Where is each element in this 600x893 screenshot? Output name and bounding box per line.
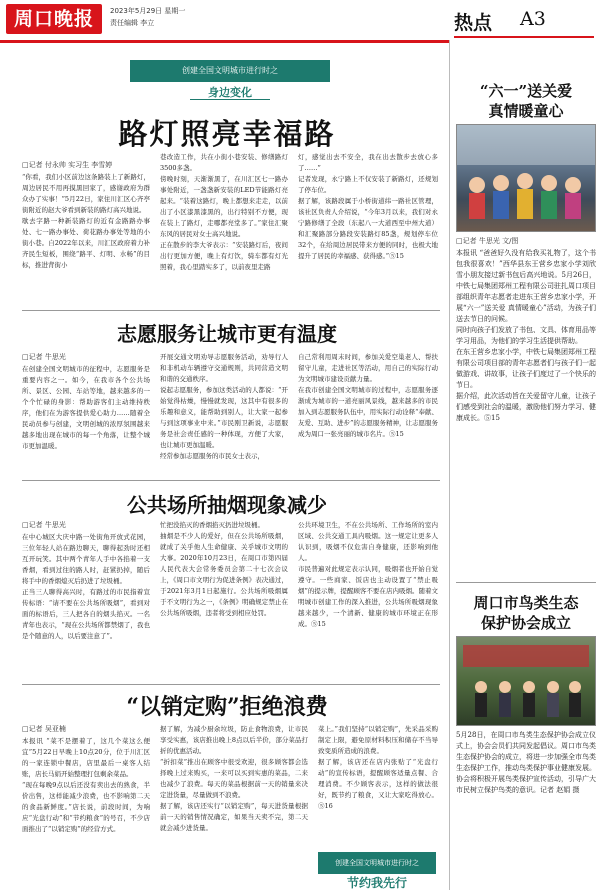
sidebar-headline-line1: 周口市鸟类生态 [473,594,579,612]
article-body-column: 公共环境卫生，不在公共场所、工作场所的室内区域、公共交通工具内吸烟。这一规定让更多人认识到，吸烟不仅危害自身健康，还影响到他人。 市民普遍对此规定表示认同，吸烟者也开始自觉遵守。一些商家、饭店也主动设置了“禁止吸烟”的提示牌，提醒顾客不要在店内吸烟。随着文明城市创建工作的深入推进，公共场所吸烟现象越来越少，一个清新、健康的城市环境正在形成。⑤15 [298,521,438,628]
article-body-column: 本报讯 “菜不是摆着了，这几个菜这么便宜”5月22日早晚上10点20分，位于川汇区的一家连锁中餐店，店里最后一桌客人结账，店长马娟开始整理打包剩余菜品。 “现在每晚9点以后还没有卖出去的熟食，半价出售，这样能减少浪费，也不影响第二天的食品新鲜度。”店长说，前段时间，为响应“光盘行动”和“节约粮食”的号召，不少店面推出了“以销定购”的经营方式。 [22,737,150,833]
article-headline: 路灯照亮幸福路 [118,117,336,151]
article-headline: 志愿服务让城市更有温度 [117,322,337,346]
article-body-column: 在创建全国文明城市的征程中，志愿服务是重要内容之一。如今，在我市各个公共场所、景区、公园、车站等地，越来越多的一个个忙碌的身影：帮助游客们主动维持秩序，他们在为游客提供爱心助力……随着全民动员参与创建，文明创城的浓厚氛围越来越多地出现在城市的每一个角落，让整个城市更加温暖。 [22,365,150,450]
classroom-photo-illustration [457,125,595,231]
editor-credit: 责任编辑 李立 [110,19,155,27]
series-footer-subtitle: 节约我先行 [346,876,407,890]
article-body-column: 忙把没掐灭的香烟掐灭扔进垃圾桶。 抽烟是不少人的爱好，但在公共场所吸烟，就成了关乎他人生命健康、关乎城市文明的大事。2020年10月23日，在周口市第四届人民代表大会常务委员会第二十七次会议上，《周口市文明行为促进条例》表决通过，于2021年3月1日起施行。公共场所吸烟属于不文明行为之一，《条例》明确规定禁止在公共场所吸烟，违者将受到相应处罚。 [160,521,288,617]
article-body-column: 据了解，为减少厨余垃圾，防止食物浪费，让市民享受实惠，该店推出晚上8点以后半价，部分菜品打折的优惠活动。 “折扣菜”推出在顾客中很受欢迎，很多顾客都会选择晚上过来购买，一来可以买到实惠的菜品，二来也减少了浪费。每天的菜品根据前一天的销量来决定进货量，尽量做到不浪费。 据了解，该店还实行“以销定购”，每天进货量根据前一天的销售情况确定，如果当天卖不完，第二天就会减少进货量。 [160,725,308,832]
page-number: A3 [520,8,546,30]
article-body-column: 菜上。”我们坚持“以销定购”，先采品采购制定上限，避免原材料积压和储存不当导致变质所造成的浪费。 据了解，该店还在店内张贴了“光盘行动”的宣传标语，提醒顾客适量点餐、合理消费。不少顾客表示，这样的做法很好，既节约了粮食，又让大家吃得放心。⑤16 [318,725,438,810]
article-body-column: 巷改造工作，共在小街小巷安装、修缮路灯3500多盏。 傍晚时刻，天渐渐黑了，在川汇区七一路办事处附近，一盏盏新安装的LED节能路灯亮起来。“装着这路灯，晚上都想来走走，以前出了小区漆黑漆黑的，出行特别不方便，现在装上了路灯，走哪都亮堂多了。”家住汇聚东风的居民对女士高兴地说。 正在散步的李大爷表示：“安装路灯后，夜间出行更加方便，晚上有灯饮，骑车都有灯光照着，我心里踏实多了，以前夜里走路 [160,153,288,271]
article-headline: “以销定购”拒绝浪费 [126,694,328,720]
article-headline: 公共场所抽烟现象减少 [127,493,327,517]
section-name: 热点 [454,12,493,34]
section-rule [22,480,440,481]
photo-caption: 5月28日，在周口市鸟类生态保护协会成立仪式上，协会会员们共同发起倡议。周口市鸟类生态保护协会的成立，将进一步加强全市鸟类生态保护工作，推动鸟类保护事业健康发展。协会将积极开展鸟类保护宣传活动，引导广大市民树立保护鸟类的意识。记者 赵娟 摄 [456,731,596,794]
ceremony-photo-illustration [457,637,595,725]
event-photo [456,636,596,726]
column-divider [449,40,450,890]
issue-date: 2023年5月29日 星期一 [110,7,186,15]
section-rule [22,310,440,311]
section-rule [456,582,596,583]
series-footer-banner: 创建全国文明城市进行时之 [318,852,436,874]
article-body-column: 灯，感觉出去不安全，我在出去散步去放心多了……” 记者发现，永宁路上不仅安装了新路灯，还规划了停车位。 据了解，该路段属于小桥街道纬一路社区管理，该社区负责人介绍说，“今年3月以来，我们对永宁路修缮了全段（东起八一大道西至中州大道）和汇聚路部分路段安装路灯85盏，规划停车位32个，在给周边居民带来方便的同时，也极大地提升了居民的幸福感、获得感。”⑤15 [298,153,438,260]
article-byline: □记者 付永帅 实习生 李雪婷 [22,161,113,169]
series-banner: 创建全国文明城市进行时之 [130,60,330,82]
series-subtitle: 身边变化 [190,84,270,100]
article-byline: □记者 牛思光 [22,521,66,529]
sidebar-headline-line2: 保护协会成立 [480,614,571,632]
sidebar-headline-line1: “六一”送关爱 [479,82,573,100]
section-rule [22,684,440,685]
article-body-column: 开展交通文明劝导志愿服务活动，劝导行人和非机动车辆遵守交通规则，共同营造文明和谐的交通秩序。 说起志愿服务，参加这类活动的人都说：“开始觉得枯燥，慢慢就发现，这其中有很多的乐趣和意义，能帮助到别人，让大家一起参与到这项事业中来。”市民刚卫新说，志愿服务是社会责任感的一种体现，方便了大家，也让城市更加温暖。 经常参加志愿服务的市民女士表示， [160,353,288,460]
header-divider-right [454,36,594,38]
article-byline: □记者 牛思光 [22,353,66,361]
article-body-column: 在中心城区大庆中路一处街角开放式花园，三位年轻人站在路边聊天，聊得起劲时还相互开玩笑。其中两个青年人手中各掐着一支香烟，看到过往的路人时，赶紧扔掉，随后将手中的香烟熄灭后扔进了垃圾桶。 正当三人聊得高兴时，有路过的市民指着宣传标语：“请不要在公共场所吸烟”，看到对面的标语后，三人把各自的烟头掐灭。一名青年也表示，“现在公共场所都禁烟了，我也是个随意的人，以后要注意了”。 [22,533,150,640]
newspaper-logo: 周口晚报 [6,4,102,34]
article-byline: □记者 牛思光 文/图 [456,237,519,245]
sidebar-body-text: 本报讯 “爸爸好久没有给我买礼物了，这个书包我很喜欢！”西华县东王营乡忠家小学刘欣雪小朋友接过新书包后高兴地说。5月26日，中铁七局集团郑州工程有限公司驻扎周口项目部组织青年志愿者走进东王营乡忠家小学，开展“六一”送关爱 真情暖童心”活动，为孩子们送去节日的问候。 同时向孩子们发放了书包、文具、体育用品等学习用品，为他们的学习生活提供帮助。 在东王营乡忠家小学，中铁七局集团郑州工程有限公司项目部的青年志愿者们与孩子们一起做游戏、讲故事，让孩子们度过了一个快乐的节日。 据介绍，此次活动旨在关爱留守儿童，让孩子们感受到社会的温暖，激励他们努力学习、健康成长。⑤15 [456,249,596,422]
article-body-column: “你看，我们小区前边这条路装上了新路灯，周边居民不用再摸黑回家了，感谢政府为群众办了实事！”5月22日，家住川汇区心齐亭街附近的赵大爷看到新装的路灯高兴地说。 歇去字路一种新装路灯的近有金路路办事处、七一路办事处、荷花路办事处等地的小街小巷。自2022年以来，川汇区政府着力补齐民生短板，围绕“路平、灯明、水畅”的目标，推进背街小 [22,173,150,269]
story-photo [456,124,596,232]
article-body-column: 自己常利用周末时间，参加关爱空巢老人、帮扶留守儿童，走进社区等活动，用自己的实际行动为文明城市建设贡献力量。 在我市创建全国文明城市的过程中，志愿服务逐渐成为城市的一道亮丽风景线，越来越多的市民加入到志愿服务队伍中，用实际行动诠释“奉献、友爱、互助、进步”的志愿服务精神，让志愿服务成为周口一张亮丽的城市名片。⑤15 [298,353,438,438]
sidebar-headline-line2: 真情暖童心 [488,102,564,120]
header-divider [0,40,450,43]
article-byline: □记者 吴亚楠 [22,725,66,733]
